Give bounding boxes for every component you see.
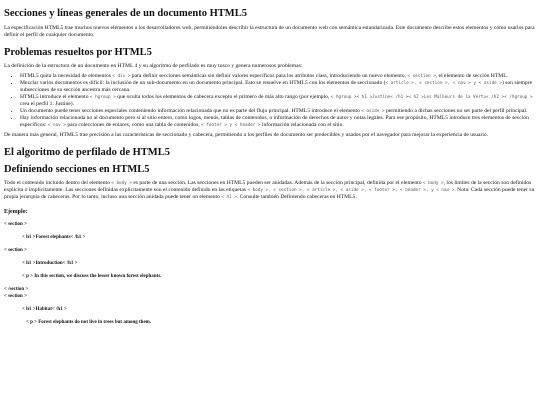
list-item-text: permitiendo a dichas secciones no ser parte del perfil principal. bbox=[384, 107, 528, 114]
intro-paragraph: La especificación HTML5 trae muchos nuevos elementos a los desarrolladores web, permitiéndoles describir la estructura de un documento web con semántica estandarizada. Este documento describe estos elementos y cómo usarlos para definir el perfil de cualquier documento. bbox=[4, 25, 535, 38]
code-line: < /section > bbox=[4, 286, 29, 292]
inline-code: < article >, < section >, < nav > y < aside > bbox=[385, 80, 502, 86]
list-item bbox=[20, 73, 536, 80]
list-item bbox=[20, 94, 536, 108]
list-item-text: HTML5 quita la necesidad de elementos bbox=[20, 72, 113, 79]
paragraph-text: . Nota: Cada sección puede tener su propia jerarquía de cabeceras. Por lo tanto, incluso una sección anidada puede tener un elemento bbox=[4, 186, 535, 200]
inline-code: < h1 > bbox=[221, 194, 237, 200]
list-item-text: información relacionada con el sitio. bbox=[260, 121, 344, 128]
inline-code: < body >, < section >, < article >, < aside >, < footer >, < header >, y < nav > bbox=[247, 187, 455, 193]
list-item bbox=[20, 80, 536, 94]
section3-paragraph bbox=[4, 180, 536, 201]
inline-code: < aside > bbox=[361, 108, 385, 114]
inline-code: < div > bbox=[112, 73, 131, 79]
code-line: < section > bbox=[4, 221, 27, 227]
inline-code: < nav > bbox=[47, 122, 66, 128]
paragraph-text: Todo el contenido incluido dentro del elemento bbox=[4, 179, 112, 186]
inline-code: < body > bbox=[422, 180, 444, 186]
code-line: < p > In this section, we discuss the lesser known forest elephants. bbox=[22, 273, 162, 279]
page-title: Secciones y líneas generales de un documento HTML5 bbox=[4, 8, 247, 19]
section-heading-algoritmo: El algoritmo de perfilado de HTML5 bbox=[4, 146, 170, 158]
list-item bbox=[20, 115, 536, 129]
inline-code: < section > bbox=[407, 73, 436, 79]
list-item-text: Un documento puede tener secciones especiales conteniendo información relacionada que no es parte del flujo principal. HTML5 introduce el elemento bbox=[20, 107, 362, 114]
code-line: < section > bbox=[4, 293, 27, 299]
section1-intro-paragraph: La definición de la estructura de un documento en HTML 4 y su algoritmo de perfilado es muy tosco y genera numerosos problemas: bbox=[4, 62, 303, 69]
list-item-text: crea el perfil 1. Justine). bbox=[20, 100, 75, 107]
list-item-text: que oculta todos los elementos de cabecera excepto el primero de más alto rango (por ejemplo, bbox=[115, 93, 331, 100]
code-line: < h1 >Forest elephants< /h1 > bbox=[22, 234, 86, 240]
list-item-text: Hay información relacionada no al documento pero si al sitio entero, como logos, menús, tablas de contenidos, o información de derechos de autor y notas legales. Para ese propósito, HTML5 introduce tres elementos de sección específicos: bbox=[20, 114, 529, 128]
paragraph-text: , los límites de la sección son definidos explícita o implícitamente. Las secciones definidas explícitamente son el contenido definido en las etiquetas bbox=[4, 179, 532, 193]
code-line: < section > bbox=[4, 247, 27, 253]
code-line: < p > Forest elephants do not live in trees but among them. bbox=[26, 319, 152, 325]
inline-code: < hgroup >< h1 >Justine< /h1 >< h2 >Les Malheurs de la Vertu< /h2 >< /hgroup > bbox=[330, 94, 533, 100]
inline-code: < footer > y < header > bbox=[201, 122, 261, 128]
example-heading: Ejemplo: bbox=[4, 208, 28, 215]
problems-list bbox=[4, 73, 536, 129]
paragraph-text: es parte de una sección. Las secciones en HTML5 pueden ser anidadas. Además de la sección principal, definida por el elemento bbox=[131, 179, 423, 186]
list-item-text: HTML5 introduce el elemento bbox=[20, 93, 90, 100]
section-heading-problemas: Problemas resueltos por HTML5 bbox=[4, 46, 152, 58]
list-item-text: para definir secciones semánticas sin definir valores específicos para los atributos class, introduciendo un nuevo elemento, bbox=[130, 72, 408, 79]
section1-outro-paragraph: De manera más general, HTML5 trae precisión a las características de seccionado y cabecera, permitiendo a los perfiles de documento ser predecibles y usados por el navegador para mejorar la experiencia de usuario. bbox=[4, 131, 489, 138]
list-item-text: , el elemento de sección HTML. bbox=[435, 72, 509, 79]
code-line: < h1 >Habitat< /h1 > bbox=[22, 306, 67, 312]
inline-code: < body > bbox=[111, 180, 132, 186]
code-line: < h1 >Introduction< /h1 > bbox=[22, 260, 78, 266]
paragraph-text: . Consulte también Definiendo cabeceras en HTML5. bbox=[236, 193, 357, 200]
section-heading-definiendo: Definiendo secciones en HTML5 bbox=[4, 163, 150, 175]
list-item-text: Mezclar varios documentos es difícil: la inclusión de un sub-documento en un documento principal. Esto se resuelve en HTML5 con los elementos de seccionado ( bbox=[20, 79, 386, 86]
list-item-text: ) son siempre subsecciones de su sección ancestra más cercana. bbox=[20, 79, 533, 93]
code-example bbox=[4, 221, 536, 326]
list-item-text: para colecciones de enlaces, como una tabla de contenidos, bbox=[65, 121, 202, 128]
list-item bbox=[20, 108, 536, 115]
inline-code: < hgroup > bbox=[89, 94, 116, 100]
